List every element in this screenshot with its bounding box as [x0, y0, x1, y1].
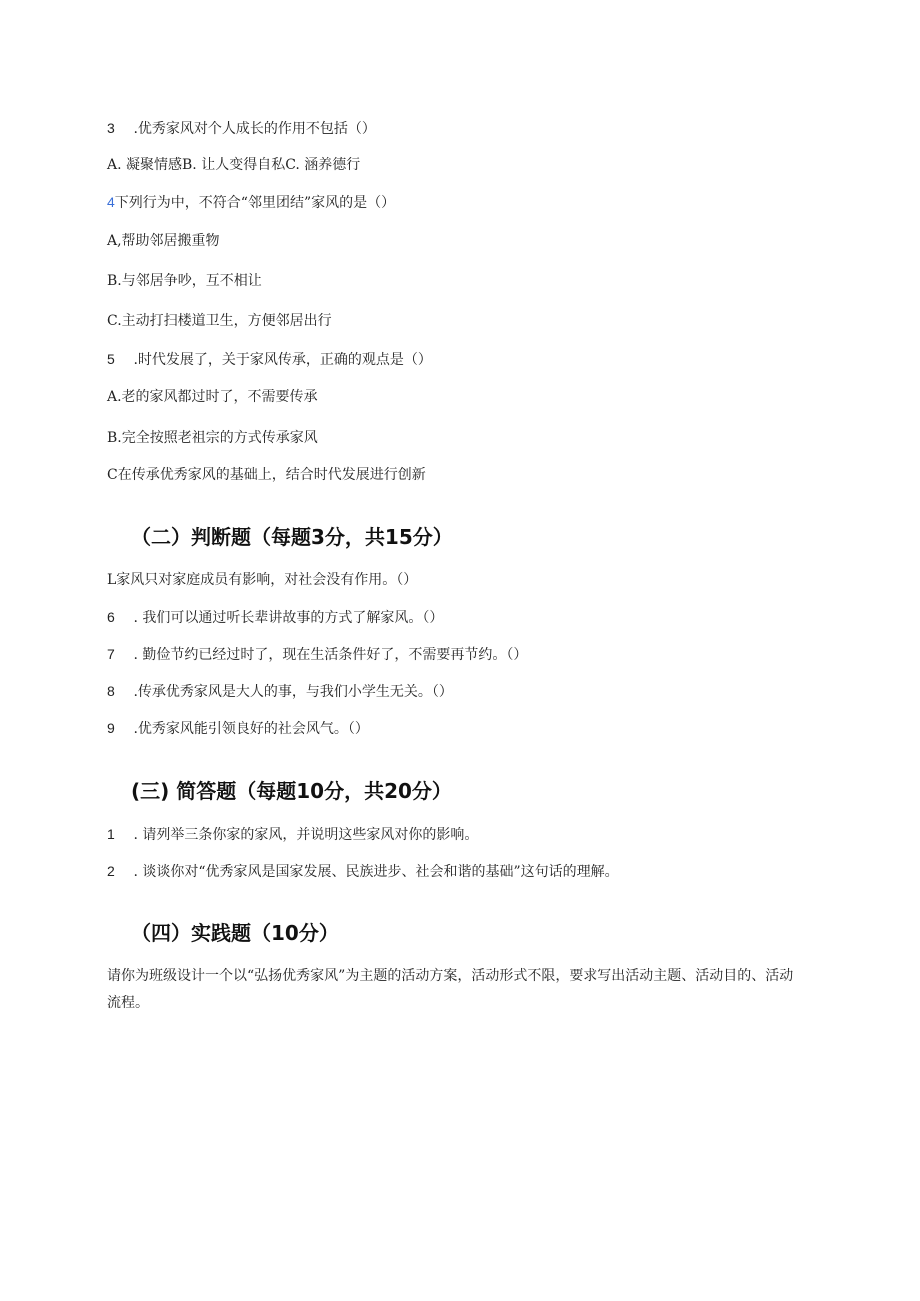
section-heading-practice: （四）实践题（10分） — [131, 921, 339, 945]
question-text: .时代发展了，关于家风传承，正确的观点是（） — [129, 352, 432, 368]
question-5 — [107, 350, 432, 369]
practice-question-text: 请你为班级设计一个以“弘扬优秀家风”为主题的活动方案，活动形式不限，要求写出活动主题、活动目的、活动流程。 — [107, 968, 794, 1011]
question-5-option-b: B.完全按照老祖宗的方式传承家风 — [107, 430, 318, 446]
short-answer-item — [107, 862, 619, 881]
question-text: .传承优秀家风是大人的事，与我们小学生无关。（） — [129, 684, 453, 700]
question-number: 6 — [107, 609, 115, 625]
judgement-item — [107, 571, 417, 589]
judgement-item — [107, 608, 443, 627]
question-5-option-a: A.老的家风都过时了，不需要传承 — [107, 389, 318, 405]
section-heading-short-answer: (三) 简答题（每题10分，共20分） — [131, 779, 452, 803]
question-3-options: A. 凝聚情感B. 让人变得自私C. 涵养德行 — [107, 157, 361, 173]
question-text: . 谈谈你对“优秀家风是国家发展、民族进步、社会和谐的基础”这句话的理解。 — [129, 864, 619, 880]
judgement-item — [107, 719, 369, 738]
question-text: 下列行为中，不符合“邻里团结”家风的是（） — [114, 195, 396, 211]
question-text: . 勤俭节约已经过时了，现在生活条件好了，不需要再节约。（） — [129, 647, 528, 663]
question-number: 2 — [107, 863, 115, 879]
section-heading-true-false: （二）判断题（每题3分，共15分） — [131, 525, 453, 549]
short-answer-item — [107, 825, 478, 844]
question-text: . 我们可以通过听长辈讲故事的方式了解家风。（） — [129, 610, 444, 626]
question-4-option-a: A,帮助邻居搬重物 — [107, 233, 220, 249]
question-number: 7 — [107, 646, 115, 662]
question-text: . 请列举三条你家的家风，并说明这些家风对你的影响。 — [129, 827, 479, 843]
judgement-item — [107, 682, 453, 701]
question-number: 1 — [107, 826, 115, 842]
question-4 — [107, 193, 395, 212]
question-text: .优秀家风对个人成长的作用不包括（） — [129, 121, 376, 137]
question-number: 5 — [107, 351, 115, 367]
question-text: L家风只对家庭成员有影响，对社会没有作用。（） — [107, 572, 418, 588]
question-number: 3 — [107, 120, 115, 136]
question-4-option-c: C.主动打扫楼道卫生，方便邻居出行 — [107, 313, 332, 329]
question-number: 9 — [107, 720, 115, 736]
question-4-option-b: B.与邻居争吵，互不相让 — [107, 273, 262, 289]
judgement-item — [107, 645, 527, 664]
question-5-option-c: C在传承优秀家风的基础上，结合时代发展进行创新 — [107, 467, 426, 483]
question-3 — [107, 119, 376, 138]
question-text: .优秀家风能引领良好的社会风气。（） — [129, 721, 369, 737]
question-number: 8 — [107, 683, 115, 699]
question-number: 4 — [107, 194, 115, 210]
